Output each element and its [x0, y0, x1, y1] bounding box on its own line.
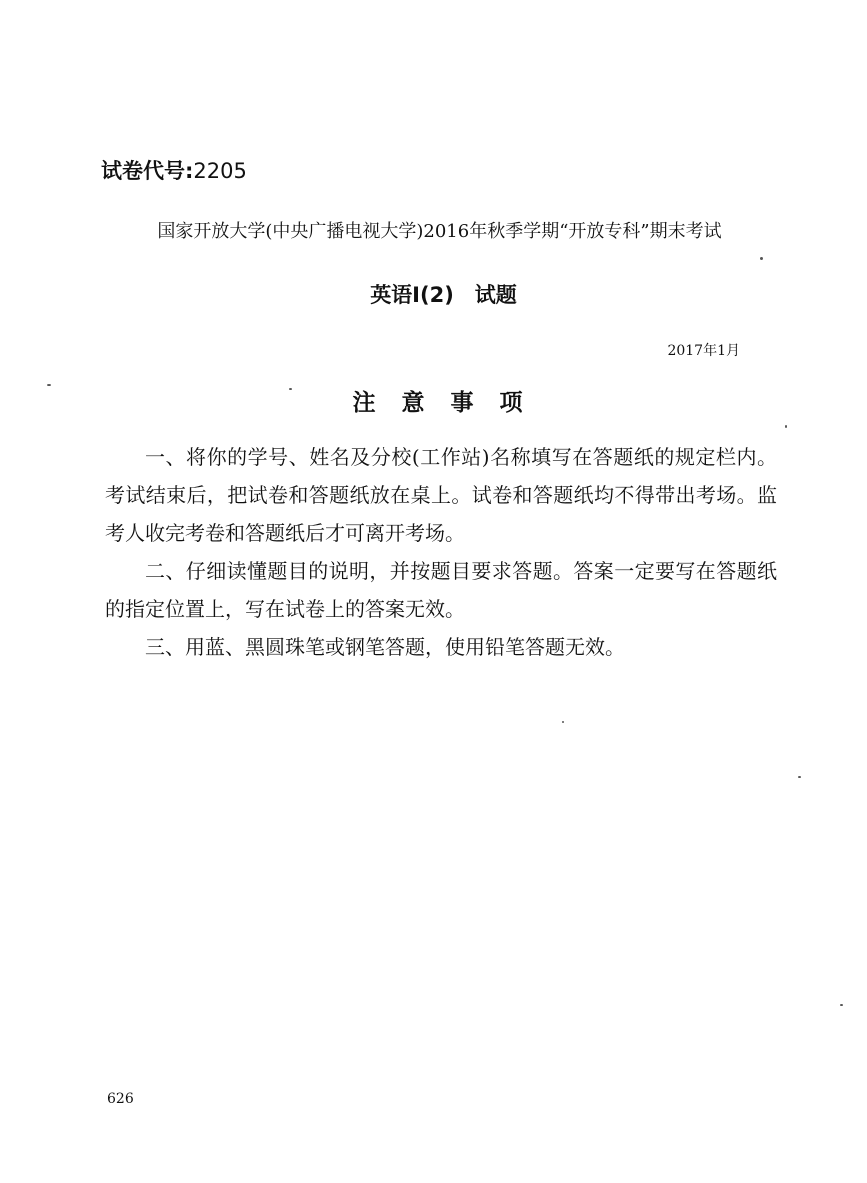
- scan-speck: [760, 257, 763, 260]
- exam-institution-line: 国家开放大学(中央广播电视大学)2016年秋季学期“开放专科”期末考试: [157, 221, 722, 242]
- scan-speck: [47, 384, 51, 386]
- scan-speck: [840, 1004, 843, 1006]
- notice-heading: 注意事项: [352, 390, 549, 416]
- paper-code-value: 2205: [193, 159, 247, 183]
- exam-date: 2017年1月: [667, 343, 740, 359]
- subject-title: 英语Ⅰ(2) 试题: [370, 283, 517, 307]
- notice-item: 三、用蓝、黑圆珠笔或钢笔答题，使用铅笔答题无效。: [145, 635, 625, 659]
- notice-item: 一、将你的学号、姓名及分校(工作站)名称填写在答题纸的规定栏内。考试结束后，把试卷和答题纸放在桌上。试卷和答题纸均不得带出考场。监考人收完考卷和答题纸后才可离开考场。: [105, 445, 777, 545]
- scan-speck: [562, 721, 564, 723]
- notice-item: 二、仔细读懂题目的说明，并按题目要求答题。答案一定要写在答题纸的指定位置上，写在试卷上的答案无效。: [105, 559, 777, 621]
- paper-code-label: 试卷代号:: [101, 159, 194, 183]
- paper-code: [101, 155, 247, 187]
- notice-list: [105, 438, 777, 666]
- scan-speck: [289, 388, 292, 390]
- scan-speck: [785, 425, 787, 428]
- scan-speck: [798, 776, 801, 778]
- page-number: 626: [107, 1091, 134, 1107]
